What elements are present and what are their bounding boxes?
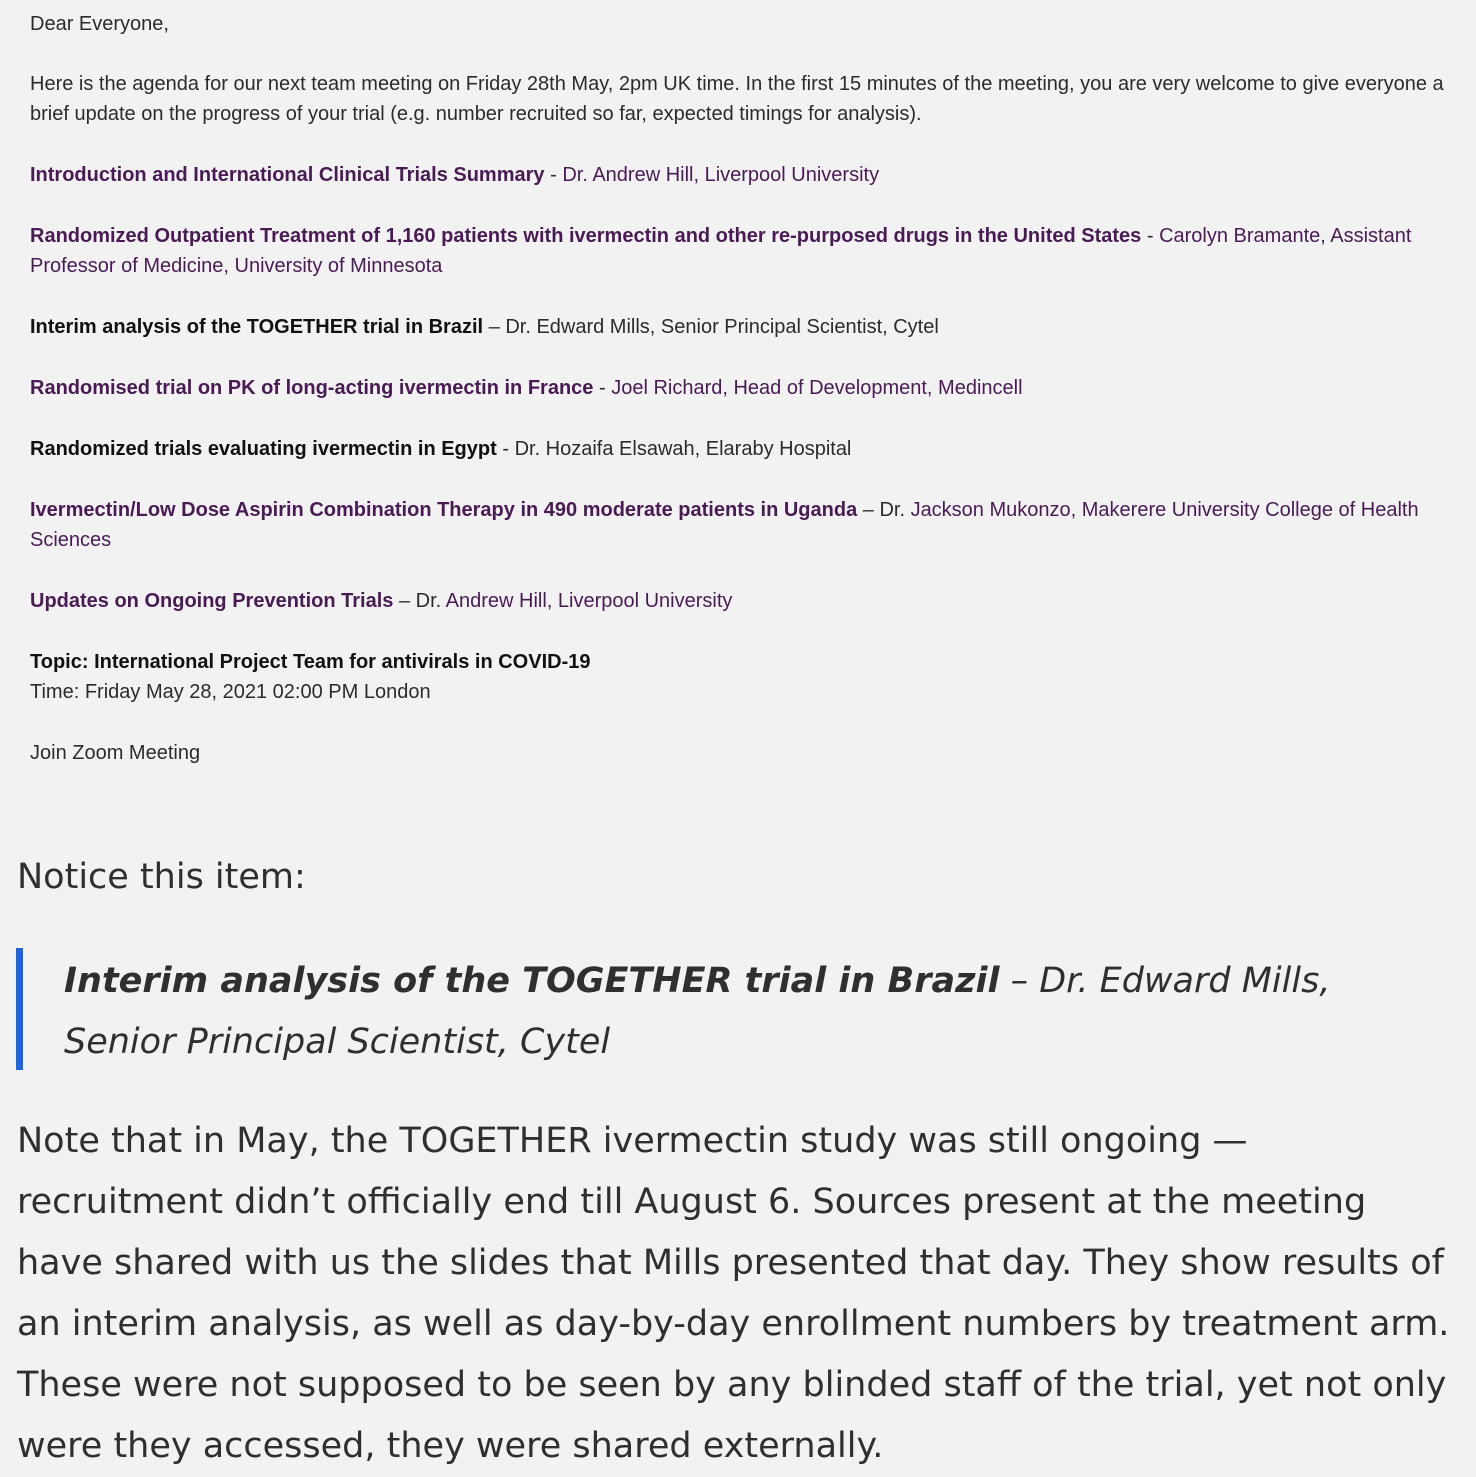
agenda-item-title: Updates on Ongoing Prevention Trials xyxy=(30,590,394,612)
meeting-topic-text: Topic: International Project Team for antivirals in COVID-19 xyxy=(30,651,591,673)
email-greeting: Dear Everyone, xyxy=(30,13,169,35)
meeting-details xyxy=(30,647,1460,707)
agenda-item-speaker: Joel Richard, Head of Development, Medincell xyxy=(611,377,1023,399)
blockquote-text xyxy=(64,951,1394,1073)
blockquote-speaker: – Dr. Edward Mills, Senior Principal Scientist, Cytel xyxy=(64,961,1331,1062)
agenda-item-title: Interim analysis of the TOGETHER trial in Brazil xyxy=(30,316,484,338)
meeting-topic xyxy=(30,647,1460,677)
agenda-item-title: Randomised trial on PK of long-acting ivermectin in France xyxy=(30,377,594,399)
agenda-item-separator: - xyxy=(544,164,563,186)
agenda-item-speaker: Andrew Hill, Liverpool University xyxy=(445,590,733,612)
agenda-item-separator: – xyxy=(483,316,506,338)
agenda-item xyxy=(30,434,1460,464)
email-intro: Here is the agenda for our next team meeting on Friday 28th May, 2pm UK time. In the first 15 minutes of the meeting, you are very welcome to give everyone a brief update on the progress of your trial (e.g. number recruited so far, expected timings for analysis). xyxy=(30,73,1444,125)
article-paragraph: Note that in May, the TOGETHER ivermectin study was still ongoing — recruitment didn’t officially end till August 6. Sources present at the meeting have shared with us the slides that Mills presented that day. They show results of an interim analysis, as well as day-by-day enrollment numbers by treatment arm. These were not supposed to be seen by any blinded staff of the trial, yet not only were they accessed, they were shared externally. xyxy=(17,1121,1450,1466)
agenda-item xyxy=(30,160,1460,190)
agenda-item xyxy=(30,373,1460,403)
agenda-item-speaker: Dr. Andrew Hill, Liverpool University xyxy=(562,164,880,186)
agenda-item-separator: – Dr. xyxy=(857,499,911,521)
agenda-item-title: Introduction and International Clinical Trials Summary xyxy=(30,164,545,186)
agenda-item xyxy=(30,312,1460,342)
notice-heading: Notice this item: xyxy=(17,857,306,897)
agenda-item xyxy=(30,495,1460,555)
agenda-item xyxy=(30,221,1460,281)
join-zoom-meeting: Join Zoom Meeting xyxy=(30,742,201,764)
blockquote-title: Interim analysis of the TOGETHER trial in Brazil xyxy=(64,961,1000,1001)
blockquote xyxy=(16,948,1423,1070)
agenda-item-separator: - xyxy=(496,438,515,460)
agenda-item-title: Randomized Outpatient Treatment of 1,160 patients with ivermectin and other re-purposed drugs in the United States xyxy=(30,225,1142,247)
agenda-item-speaker: Dr. Edward Mills, Senior Principal Scientist, Cytel xyxy=(505,316,939,338)
agenda-item xyxy=(30,586,1460,616)
agenda-item-separator: - xyxy=(1141,225,1160,247)
agenda-item-speaker: Dr. Hozaifa Elsawah, Elaraby Hospital xyxy=(514,438,852,460)
agenda-item-separator: - xyxy=(593,377,612,399)
agenda-item-separator: – Dr. xyxy=(393,590,446,612)
agenda-item-speaker: Jackson Mukonzo, Makerere University College of Health Sciences xyxy=(30,499,1419,551)
email-screenshot xyxy=(30,0,1460,799)
agenda-item-speaker: Carolyn Bramante, Assistant Professor of Medicine, University of Minnesota xyxy=(30,225,1412,277)
meeting-time: Time: Friday May 28, 2021 02:00 PM London xyxy=(30,681,431,703)
agenda-item-title: Randomized trials evaluating ivermectin in Egypt xyxy=(30,438,497,460)
agenda-item-title: Ivermectin/Low Dose Aspirin Combination Therapy in 490 moderate patients in Uganda xyxy=(30,499,858,521)
